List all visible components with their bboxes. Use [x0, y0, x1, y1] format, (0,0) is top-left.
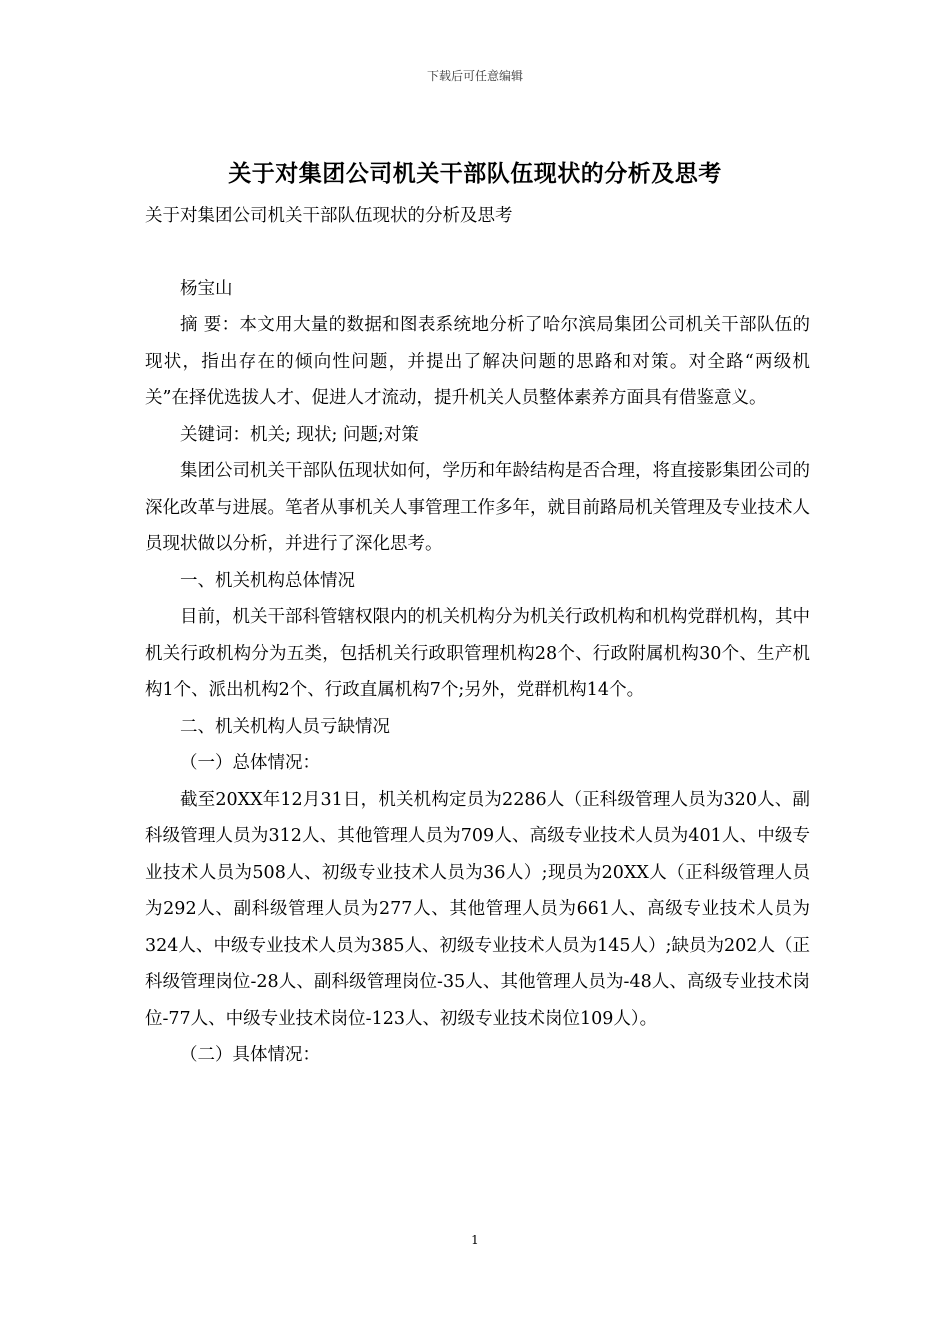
section2-subheading-2: （二）具体情况：: [180, 1045, 320, 1065]
section1-heading: 一、机关机构总体情况: [180, 570, 355, 591]
page-number: 1: [471, 1233, 479, 1247]
subtitle: 关于对集团公司机关干部队伍现状的分析及思考: [145, 206, 513, 226]
section2-heading: 二、机关机构人员亏缺情况: [180, 716, 390, 737]
blank-line: [145, 235, 810, 271]
intro-paragraph: 集团公司机关干部队伍现状如何，学历和年龄结构是否合理，将直接影集团公司的深化改革与进展。笔者从事机关人事管理工作多年，就目前路局机关管理及专业技术人员现状做以分析，并进行了深化思考。: [145, 461, 810, 554]
section2-paragraph: 截至20XX年12月31日，机关机构定员为2286人（正科级管理人员为320人、副科级管理人员为312人、其他管理人员为709人、高级专业技术人员为401人、中级专业技术人员为508人、初级专业技术人员为36人）;现员为20XX人（正科级管理人员为292人、副科级管理人员为277人、其他管理人员为661人、高级专业技术人员为324人、中级专业技术人员为385人、初级专业技术人员为145人）;缺员为202人（正科级管理岗位-28人、副科级管理岗位-35人、其他管理人员为-48人、高级专业技术岗位-77人、中级专业技术岗位-123人、初级专业技术岗位109人）。: [145, 789, 810, 1029]
author-name: 杨宝山: [180, 278, 233, 299]
header-note: 下载后可任意编辑: [426, 69, 523, 83]
section2-subheading-1: （一）总体情况：: [180, 753, 320, 773]
document-title: 关于对集团公司机关干部队伍现状的分析及思考: [228, 161, 722, 187]
keywords-line: 关键词：机关; 现状; 问题;对策: [180, 424, 419, 445]
section1-paragraph: 目前，机关干部科管辖权限内的机关机构分为机关行政机构和机构党群机构，其中机关行政机构分为五类，包括机关行政职管理机构28个、行政附属机构30个、生产机构1个、派出机构2个、行政直属机构7个;另外，党群机构14个。: [145, 607, 810, 700]
document-body: [145, 198, 810, 1074]
abstract-paragraph: 摘 要：本文用大量的数据和图表系统地分析了哈尔滨局集团公司机关干部队伍的现状，指出存在的倾向性问题，并提出了解决问题的思路和对策。对全路“两级机关”在择优选拔人才、促进人才流动，提升机关人员整体素养方面具有借鉴意义。: [145, 315, 810, 408]
